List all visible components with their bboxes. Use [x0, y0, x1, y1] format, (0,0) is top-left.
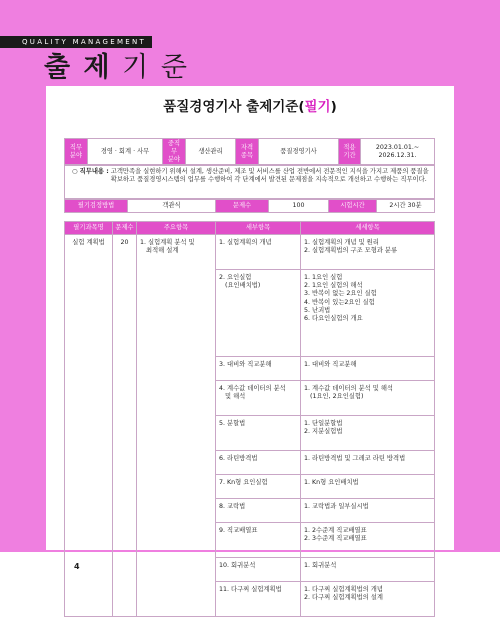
- detail-item: 1. 라틴방격법 및 그레코 라틴 방격법: [301, 451, 435, 475]
- sub-item: 6. 라틴방격법: [216, 451, 301, 475]
- exam-method-label: 필기검정방법: [65, 200, 128, 213]
- cert-label: 자격 종목: [236, 139, 259, 166]
- sub-item: 4. 계수값 데이터의 분석 및 해석: [216, 381, 301, 416]
- doc-title: [46, 98, 454, 116]
- mid-field-label: 중직무 분야: [163, 139, 186, 166]
- detail-item: 1. 회귀분석: [301, 558, 435, 582]
- detail-item: 1. 교락법과 일부실시법: [301, 499, 435, 523]
- question-count-label: 문제수: [216, 200, 269, 213]
- detail-item: 1. 2수준계 직교배열표 2. 3수준계 직교배열표: [301, 523, 435, 558]
- sub-item: 10. 회귀분석: [216, 558, 301, 582]
- subject-count: 20: [113, 235, 137, 617]
- sub-item: 2. 요인실험 (요인배치법): [216, 270, 301, 357]
- header-sub-item: 세부항목: [216, 222, 301, 235]
- page-title: [44, 50, 189, 86]
- header-detail-item: 세세항목: [301, 222, 435, 235]
- sub-item: 7. Kn형 요인실험: [216, 475, 301, 499]
- mid-field-value: 생산관리: [186, 139, 236, 166]
- question-count-value: 100: [269, 200, 329, 213]
- detail-item: 1. 실험계획의 개념 및 원리 2. 실험계획법의 구조 모형과 분류: [301, 235, 435, 270]
- exam-info-table: [64, 199, 435, 213]
- title-light: 기 준: [111, 52, 189, 83]
- doc-title-main: 품질경영기사 출제기준(: [163, 99, 305, 115]
- exam-method-value: 객관식: [128, 200, 216, 213]
- exam-time-value: 2시간 30분: [377, 200, 435, 213]
- detail-item: 1. 단일분할법 2. 지분실험법: [301, 416, 435, 451]
- subject-name: 실험 계획법: [65, 235, 113, 617]
- field-value: 경영 · 회계 · 사무: [88, 139, 163, 166]
- detail-item: 1. 계수값 데이터의 분석 및 해석 (1요인, 2요인실험): [301, 381, 435, 416]
- duty-label: ○ 직무내용 :: [72, 168, 109, 175]
- doc-title-accent: 필기: [304, 99, 331, 115]
- detail-item: 1. Kn형 요인배치법: [301, 475, 435, 499]
- content-panel: [46, 86, 454, 602]
- sub-item: 3. 대비와 직교분해: [216, 357, 301, 381]
- cert-value: 품질경영기사: [259, 139, 339, 166]
- header-subject: 필기과목명: [65, 222, 113, 235]
- duty-description: [64, 164, 435, 199]
- sub-item: 11. 다구찌 실험계획법: [216, 582, 301, 617]
- field-label: 직무 분야: [65, 139, 88, 166]
- main-item: 1. 실험계획 분석 및 최적해 설계: [137, 235, 216, 617]
- sub-item: 1. 실험계획의 개념: [216, 235, 301, 270]
- detail-item: 1. 대비와 직교분해: [301, 357, 435, 381]
- info-table: [64, 138, 435, 166]
- detail-item: 1. 다구찌 실험계획법의 개념 2. 다구찌 실험계획법의 설계: [301, 582, 435, 617]
- syllabus-row: [65, 235, 435, 270]
- exam-time-label: 시험시간: [329, 200, 377, 213]
- sub-item: 9. 직교배열표: [216, 523, 301, 558]
- header-count: 문제수: [113, 222, 137, 235]
- period-value: 2023.01.01.~ 2026.12.31.: [361, 139, 435, 166]
- header-main-item: 주요항목: [137, 222, 216, 235]
- section-label: QUALITY MANAGEMENT: [22, 38, 147, 46]
- syllabus-table: [64, 221, 435, 617]
- title-bold: 출 제: [44, 52, 112, 83]
- detail-item: 1. 1요인 실험 2. 1요인 실험의 해석 3. 반복이 없는 2요인 실험 4. 반복이 있는2요인 실험 5. 난괴법 6. 다요인실험의 개요: [301, 270, 435, 357]
- sub-item: 5. 분할법: [216, 416, 301, 451]
- period-label: 적용 기간: [339, 139, 361, 166]
- sub-item: 8. 교락법: [216, 499, 301, 523]
- doc-title-end: ): [330, 99, 337, 115]
- page-number: 4: [74, 562, 80, 571]
- duty-text: 고객만족을 실현하기 위해서 설계, 생산준비, 제조 및 서비스를 산업 전반에서 전문적인 지식을 가지고 제품의 품질을 확보하고 품질경영시스템의 업무를 수행하여 각 단계에서 발견된 문제점을 지속적으로 개선하고 수행하는 직무이다.: [110, 168, 429, 184]
